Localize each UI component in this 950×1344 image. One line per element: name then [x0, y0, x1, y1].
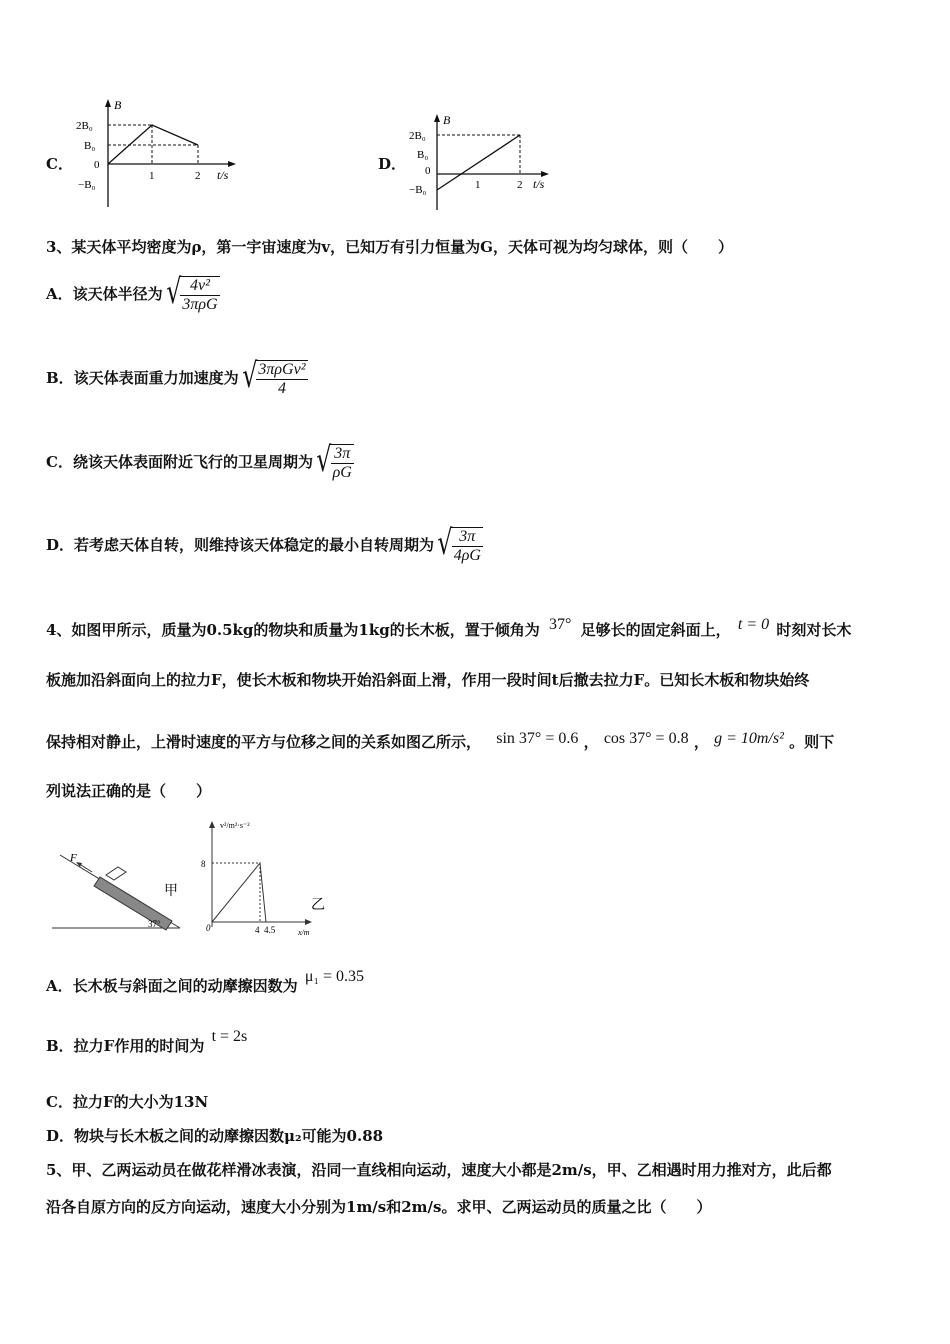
- graph-d-tick-neg-b0: −B₀: [409, 184, 427, 196]
- q3-option-c-text: C．绕该天体表面附近飞行的卫星周期为: [46, 452, 313, 471]
- graph-d-tick-b0: B₀: [417, 149, 429, 161]
- q3-option-d-text: D．若考虑天体自转，则维持该天体稳定的最小自转周期为: [46, 535, 435, 554]
- q3-stem: 3、某天体平均密度为ρ，第一宇宙速度为v，已知万有引力恒量为G，天体可视为均匀球体，则（ ）: [46, 238, 733, 256]
- q4-option-a-text: A．长木板与斜面之间的动摩擦因数为: [46, 977, 298, 995]
- graph-c-tick-b0: B₀: [84, 140, 96, 152]
- yi-tick-8: 8: [201, 859, 206, 869]
- yi-origin: 0: [206, 923, 211, 933]
- q4-cos: cos 37° = 0.8: [603, 730, 689, 747]
- graph-d-tick-1: 1: [475, 179, 481, 191]
- q4-line4: 列说法正确的是（ ）: [46, 782, 212, 800]
- graph-c-tick-2b0: 2B₀: [76, 120, 93, 132]
- q2-graph-c: [72, 95, 252, 215]
- graph-d-tick-2b0: 2B₀: [409, 130, 426, 142]
- graph-c-tick-0: 0: [94, 159, 100, 171]
- q4-line3: 保持相对静止，上滑时速度的平方与位移之间的关系如图乙所示， sin 37° = 0.6 ， cos 37° = 0.8 ， g = 10m/s² 。则下: [46, 730, 835, 751]
- q4-line1: 4、如图甲所示，质量为0.5kg的物块和质量为1kg的长木板，置于倾角为 37° 足够长的固定斜面上， t = 0 时刻对长木: [46, 616, 852, 639]
- q3-option-d[interactable]: [46, 523, 483, 565]
- angle-label: 37°: [148, 919, 161, 929]
- q3-option-a-formula: √ $\frac{\text{4v²}}{\text{3πρG}}$: [165, 272, 218, 313]
- graph-d-tick-0: 0: [425, 165, 431, 177]
- q4-figure-yi: [198, 817, 333, 942]
- q5-line2: 沿各自原方向的反方向运动，速度大小分别为1m/s和2m/s。求甲、乙两运动员的质量之比（ ）: [46, 1198, 712, 1216]
- yi-y-axis: v²/m²·s⁻²: [220, 821, 250, 830]
- q4-g: g = 10m/s²: [714, 730, 784, 747]
- q4-sin: sin 37° = 0.6: [496, 730, 579, 747]
- q4-t0: t = 0: [737, 616, 770, 633]
- q4-option-b-math: t = 2s: [211, 1028, 248, 1045]
- graph-c-x-label: t/s: [217, 168, 229, 182]
- q3-option-b-text: B．该天体表面重力加速度为: [46, 368, 239, 387]
- q3-option-a-text: A．该天体半径为: [46, 284, 163, 303]
- q2-option-d-label[interactable]: D．: [378, 155, 407, 173]
- yi-tick-4: 4: [255, 925, 260, 935]
- q4-option-c[interactable]: C．拉力F的大小为13N: [46, 1093, 209, 1111]
- q5-line1: 5、甲、乙两运动员在做花样滑冰表演，沿同一直线相向运动，速度大小都是2m/s，甲、乙相遇时用力推对方，此后都: [46, 1161, 832, 1179]
- jia-label: 甲: [164, 884, 178, 899]
- graph-c-tick-1: 1: [149, 170, 155, 182]
- block: [106, 867, 126, 880]
- yi-label: 乙: [311, 898, 325, 913]
- q4-option-d[interactable]: D．物块与长木板之间的动摩擦因数μ₂可能为0.88: [46, 1127, 384, 1145]
- q4-angle: 37°: [548, 616, 572, 633]
- graph-d-x-label: t/s: [533, 177, 545, 191]
- graph-c-y-label: B: [114, 98, 122, 112]
- q4-option-b-text: B．拉力F作用的时间为: [46, 1037, 205, 1055]
- q2-graph-d: [405, 110, 565, 215]
- q3-option-a[interactable]: [46, 272, 220, 314]
- force-label: F: [70, 852, 77, 864]
- q4-line2: 板施加沿斜面向上的拉力F，使长木板和物块开始沿斜面上滑，作用一段时间t后撤去拉力F。已知长木板和物块始终: [46, 671, 810, 689]
- graph-c-tick-neg-b0: −B₀: [78, 179, 96, 191]
- q2-option-c-label[interactable]: C．: [46, 155, 73, 173]
- q4-option-b[interactable]: [46, 1028, 248, 1056]
- q4-option-a[interactable]: [46, 968, 365, 996]
- q4-option-a-math: μ₁ = 0.35: [304, 968, 365, 985]
- yi-curve: [212, 863, 266, 922]
- graph-d-y-label: B: [443, 113, 451, 127]
- q4-figure-jia: [48, 845, 198, 935]
- q3-option-b[interactable]: [46, 356, 308, 398]
- yi-x-axis: x/m: [298, 928, 310, 937]
- graph-c-tick-2: 2: [195, 170, 201, 182]
- q3-option-c-formula: √ $\frac{3\pi}{\rho G}$: [316, 440, 352, 481]
- graph-d-tick-2: 2: [517, 179, 523, 191]
- q3-option-c[interactable]: [46, 440, 354, 482]
- q3-option-d-formula: √ $\frac{3\pi}{4\rho G}$: [437, 523, 481, 564]
- yi-tick-4.5: 4.5: [264, 925, 276, 935]
- q3-option-b-formula: √ $\frac{\text{3πρGv²}}{4}$: [241, 356, 306, 397]
